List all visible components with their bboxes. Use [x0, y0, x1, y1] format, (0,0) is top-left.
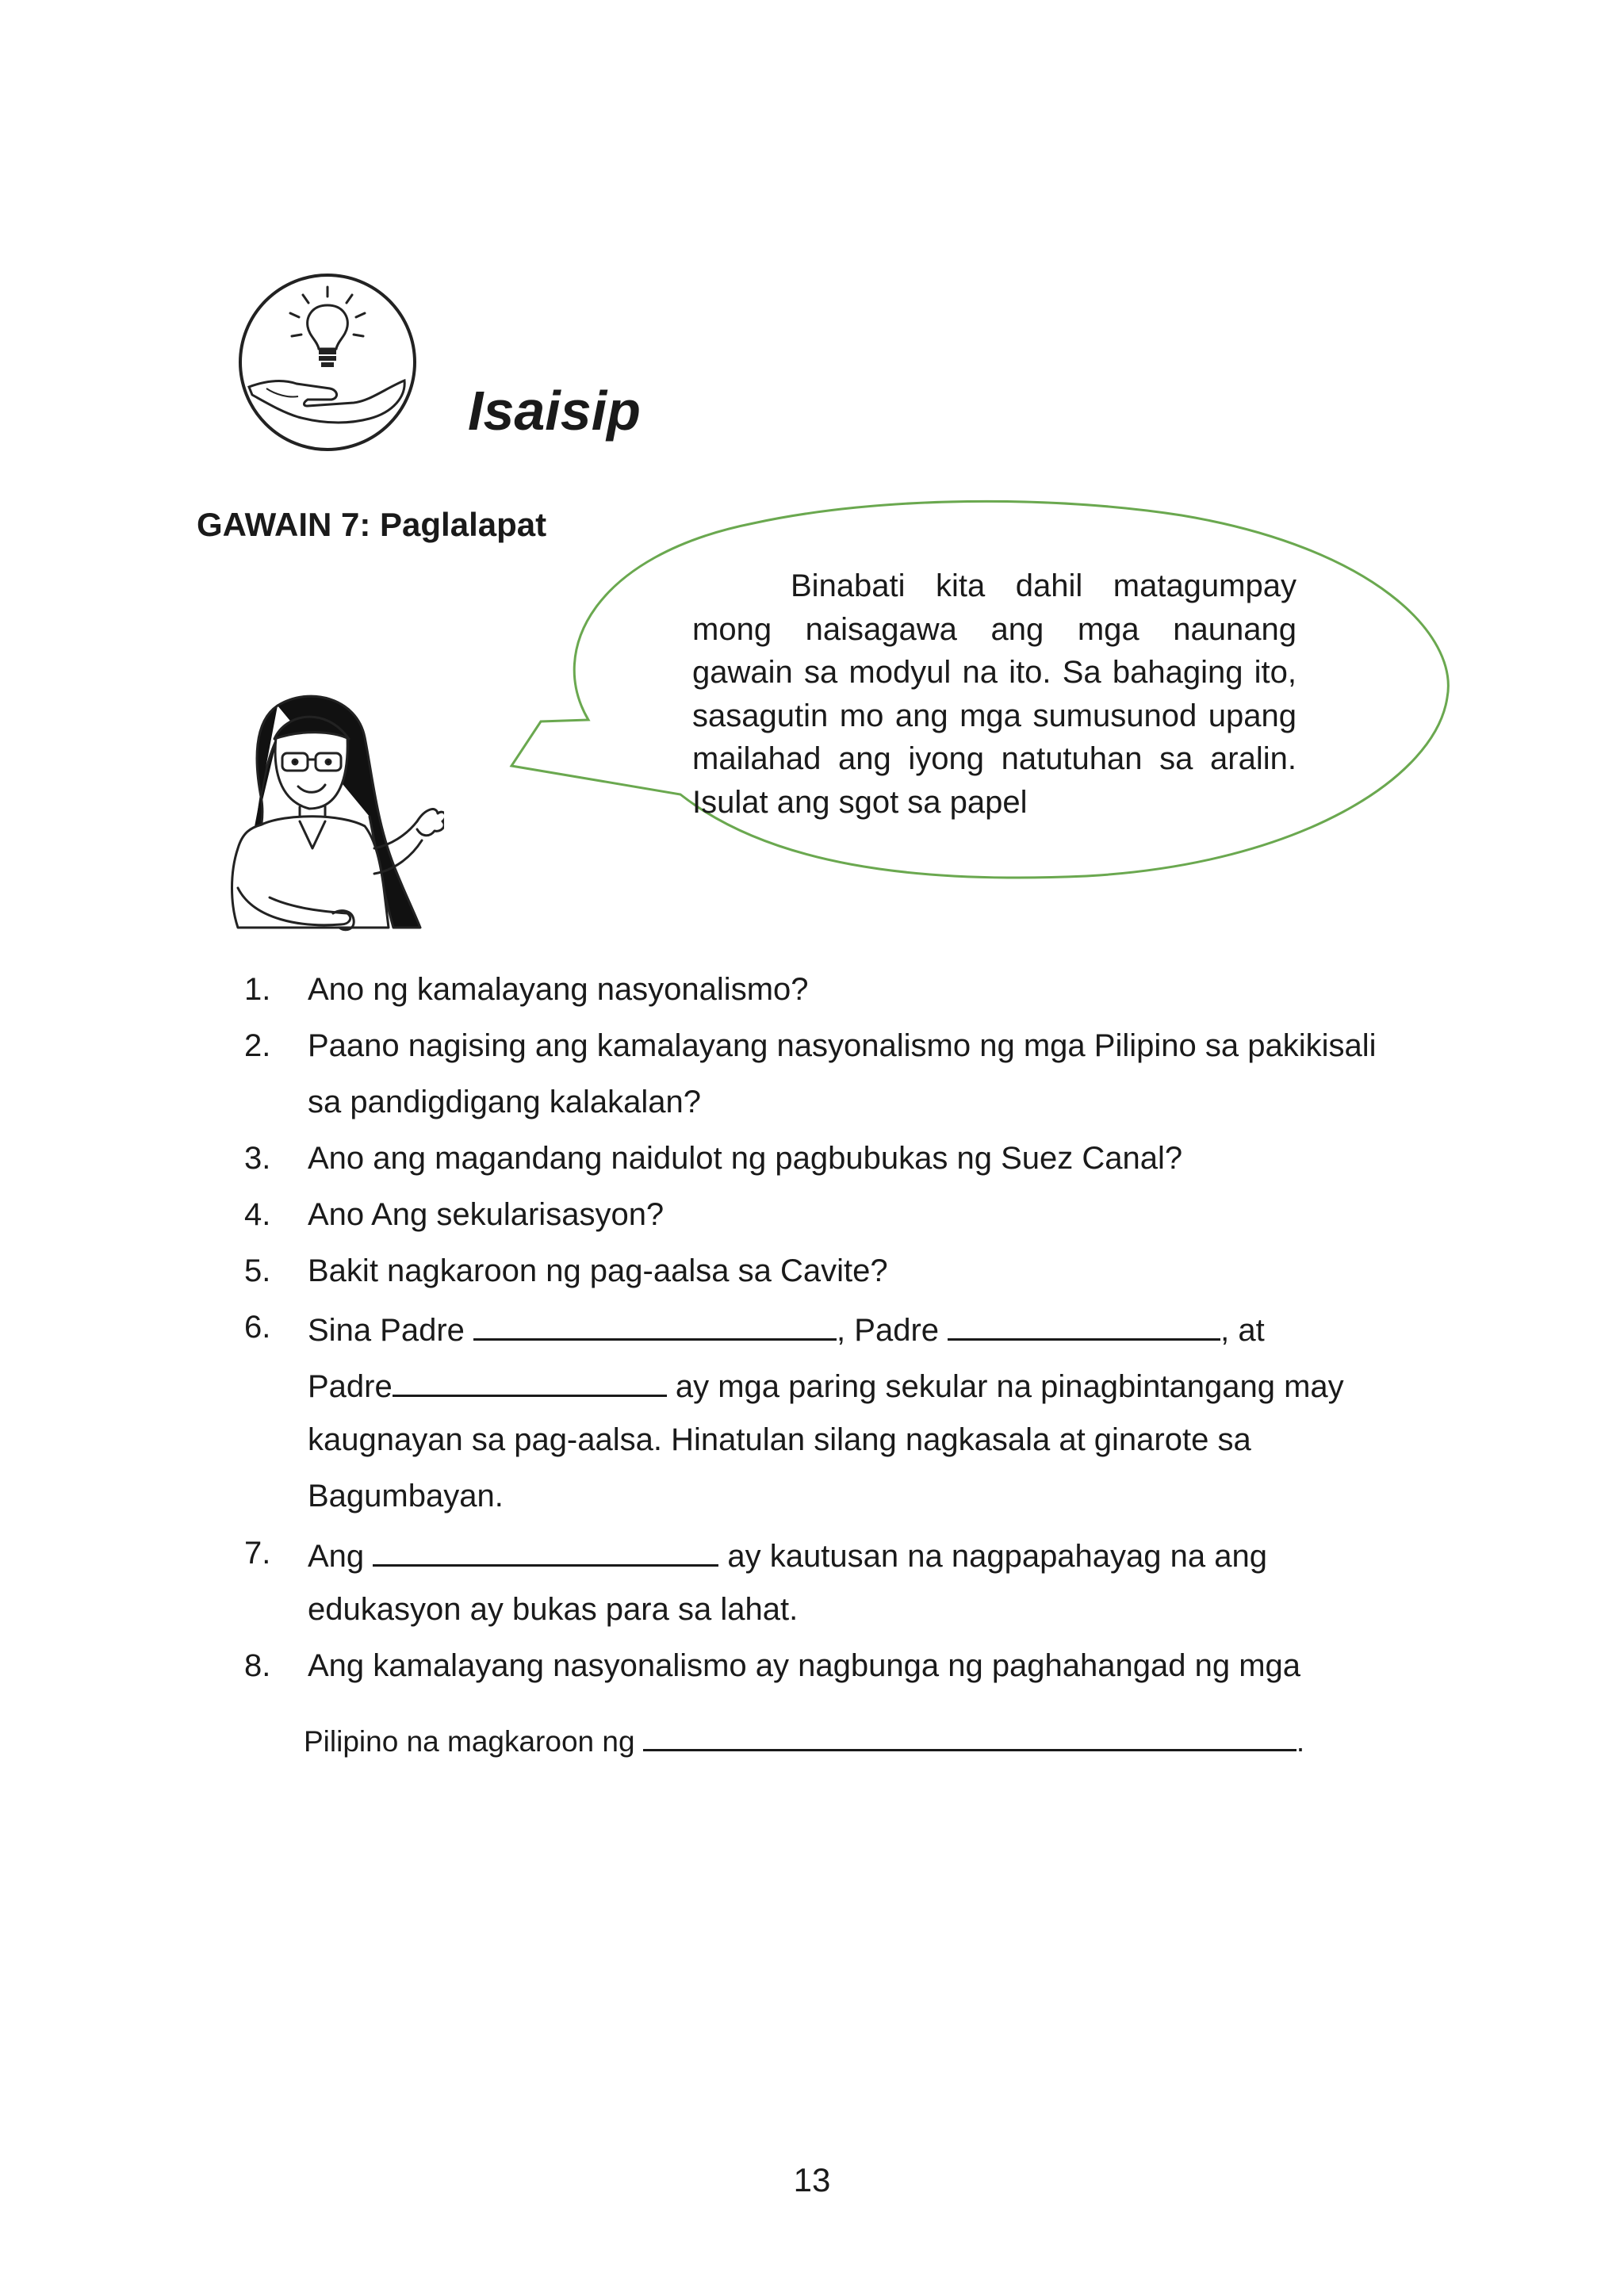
bubble-text: Binabati kita dahil matagumpay mong naisagawa ang mga naunang gawain sa modyul na ito. Sa bahaging ito, sasagutin mo ang mga sumusunod upang mailahad ang iyong natutuhan sa aralin. Isulat ang sgot sa papel	[692, 568, 1297, 820]
teacher-illustration	[206, 690, 444, 943]
question-1-number: 1.	[244, 972, 271, 1007]
question-6-text-d: Padre	[308, 1369, 393, 1404]
question-7-number: 7.	[244, 1536, 271, 1571]
question-6-line-1	[308, 1310, 1265, 1349]
question-4-number: 4.	[244, 1197, 271, 1232]
question-6-line-4: Bagumbayan.	[308, 1479, 504, 1513]
question-2-text: Paano nagising ang kamalayang nasyonalismo ng mga Pilipino sa pakikisali	[308, 1028, 1377, 1063]
answer-blank-6a[interactable]	[473, 1310, 837, 1341]
question-6-text-a: Sina Padre	[308, 1313, 465, 1348]
question-6-text-b: , Padre	[837, 1313, 940, 1348]
activity-title: GAWAIN 7: Paglalapat	[197, 506, 547, 543]
question-8-line-2	[304, 1720, 1304, 1758]
question-3-text: Ano ang magandang naidulot ng pagbubukas ng Suez Canal?	[308, 1141, 1183, 1176]
answer-blank-7[interactable]	[373, 1536, 718, 1567]
question-2-number: 2.	[244, 1028, 271, 1063]
question-8-text-b: Pilipino na magkaroon ng	[304, 1725, 635, 1758]
question-3-number: 3.	[244, 1141, 271, 1176]
question-2-text-cont: sa pandigdigang kalakalan?	[308, 1085, 701, 1119]
answer-blank-6c[interactable]	[393, 1366, 667, 1397]
question-6-text-e: ay mga paring sekular na pinagbintangang may	[666, 1369, 1344, 1404]
question-6-text-c: , at	[1220, 1313, 1265, 1348]
question-8-text-c: .	[1296, 1725, 1305, 1758]
question-7-text-b: ay kautusan na nagpapahayag na ang	[718, 1539, 1267, 1574]
question-1-text: Ano ng kamalayang nasyonalismo?	[308, 972, 809, 1007]
lightbulb-on-hand-icon	[235, 270, 420, 455]
answer-blank-8[interactable]	[643, 1720, 1297, 1751]
question-8-number: 8.	[244, 1648, 271, 1683]
question-8-line-1: Ang kamalayang nasyonalismo ay nagbunga ng paghahangad ng mga	[308, 1648, 1301, 1683]
question-5-text: Bakit nagkaroon ng pag-aalsa sa Cavite?	[308, 1253, 888, 1288]
question-7-text-a: Ang	[308, 1539, 365, 1574]
question-6-number: 6.	[244, 1310, 271, 1345]
question-7-line-1	[308, 1536, 1267, 1575]
question-4-text: Ano Ang sekularisasyon?	[308, 1197, 665, 1232]
question-5-number: 5.	[244, 1253, 271, 1288]
answer-blank-6b[interactable]	[948, 1310, 1220, 1341]
question-6-line-2	[308, 1366, 1344, 1405]
page-number: 13	[793, 2161, 831, 2198]
section-title: Isaisip	[468, 380, 641, 442]
question-6-line-3: kaugnayan sa pag-aalsa. Hinatulan silang nagkasala at ginarote sa	[308, 1422, 1251, 1457]
question-7-line-2: edukasyon ay bukas para sa lahat.	[308, 1592, 799, 1627]
